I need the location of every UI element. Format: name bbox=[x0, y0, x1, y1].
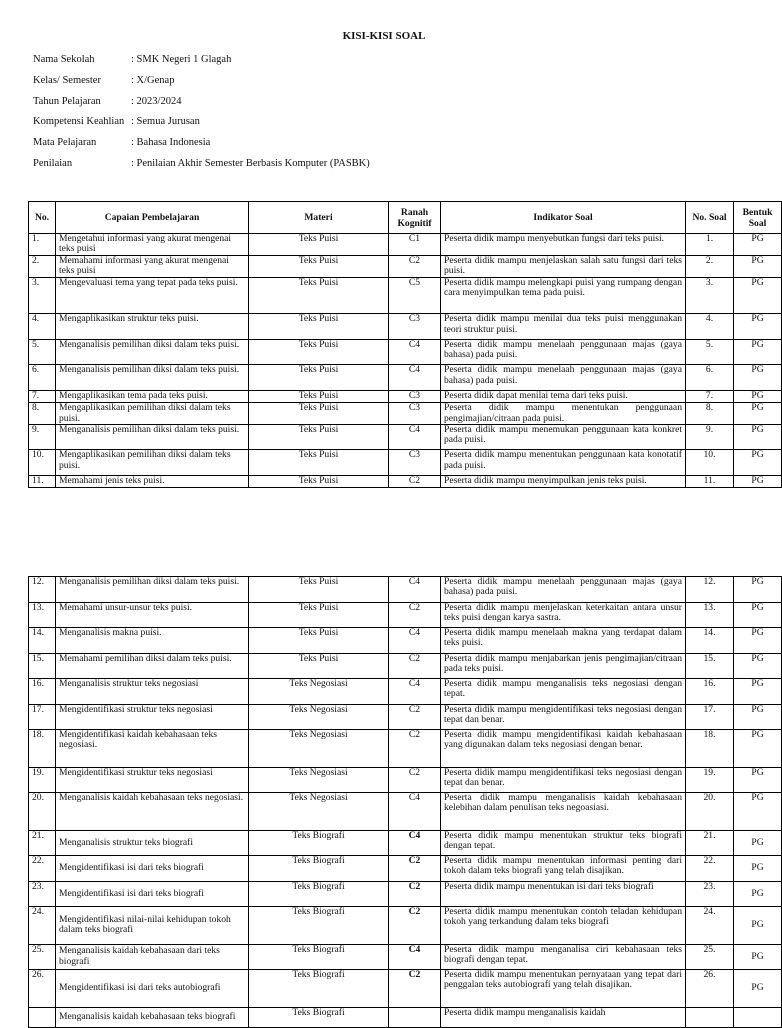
table-row bbox=[29, 907, 782, 945]
cell-ranah: C2 bbox=[389, 475, 441, 488]
table-row bbox=[29, 856, 782, 882]
kisi-kisi-table-page-1 bbox=[28, 201, 782, 488]
cell-ranah: C3 bbox=[389, 403, 441, 425]
cell-no: 13. bbox=[29, 602, 56, 628]
cell-no-soal: 18. bbox=[686, 730, 734, 768]
cell-no-soal: 24. bbox=[686, 907, 734, 945]
cell-indikator: Peserta didik mampu menelaah penggunaan majas (gaya bahasa) pada puisi. bbox=[441, 577, 686, 603]
cell-indikator: Peserta didik mampu menjelaskan salah satu fungsi dari teks puisi. bbox=[441, 255, 686, 277]
cell-ranah: C4 bbox=[389, 944, 441, 970]
cell-ranah: C1 bbox=[389, 234, 441, 256]
cell-indikator: Peserta didik mampu menelaah penggunaan majas (gaya bahasa) pada puisi. bbox=[441, 339, 686, 365]
cell-materi: Teks Biografi bbox=[249, 970, 389, 1008]
cell-indikator: Peserta didik mampu menentukan penggunaan pengimajian/citraan pada puisi. bbox=[441, 403, 686, 425]
cell-no-soal bbox=[686, 1007, 734, 1027]
cell-no-soal: 9. bbox=[686, 424, 734, 450]
cell-bentuk: PG bbox=[734, 881, 782, 907]
cell-no-soal: 12. bbox=[686, 577, 734, 603]
cell-no: 3. bbox=[29, 277, 56, 314]
cell-no-soal: 3. bbox=[686, 277, 734, 314]
cell-capaian: Menganalisis kaidah kebahasaan teks negosiasi. bbox=[56, 793, 249, 831]
meta-label: Nama Sekolah bbox=[33, 54, 95, 65]
cell-bentuk: PG bbox=[734, 475, 782, 488]
cell-materi: Teks Puisi bbox=[249, 577, 389, 603]
cell-no: 1. bbox=[29, 234, 56, 256]
cell-materi: Teks Biografi bbox=[249, 856, 389, 882]
cell-materi: Teks Negosiasi bbox=[249, 767, 389, 793]
cell-ranah: C4 bbox=[389, 424, 441, 450]
cell-bentuk: PG bbox=[734, 424, 782, 450]
cell-capaian: Menganalisis pemilihan diksi dalam teks puisi. bbox=[56, 339, 249, 365]
cell-capaian: Mengidentifikasi isi dari teks autobiografi bbox=[56, 970, 249, 1008]
table-row bbox=[29, 944, 782, 970]
cell-ranah: C3 bbox=[389, 314, 441, 340]
cell-materi: Teks Negosiasi bbox=[249, 730, 389, 768]
cell-no: 20. bbox=[29, 793, 56, 831]
document-title: KISI-KISI SOAL bbox=[342, 30, 426, 42]
cell-ranah: C3 bbox=[389, 390, 441, 403]
meta-value: : X/Genap bbox=[131, 74, 175, 86]
cell-materi: Teks Biografi bbox=[249, 907, 389, 945]
cell-materi: Teks Puisi bbox=[249, 653, 389, 679]
cell-indikator: Peserta didik mampu menganalisis teks negosiasi dengan tepat. bbox=[441, 679, 686, 705]
cell-no-soal: 15. bbox=[686, 653, 734, 679]
cell-materi: Teks Biografi bbox=[249, 1007, 389, 1027]
cell-no-soal: 6. bbox=[686, 365, 734, 391]
cell-no: 19. bbox=[29, 767, 56, 793]
cell-bentuk: PG bbox=[734, 970, 782, 1008]
cell-ranah: C3 bbox=[389, 450, 441, 476]
cell-ranah: C2 bbox=[389, 255, 441, 277]
cell-no: 6. bbox=[29, 365, 56, 391]
cell-ranah bbox=[389, 1007, 441, 1027]
cell-bentuk: PG bbox=[734, 403, 782, 425]
cell-no-soal: 11. bbox=[686, 475, 734, 488]
cell-bentuk: PG bbox=[734, 730, 782, 768]
cell-materi: Teks Puisi bbox=[249, 424, 389, 450]
cell-no-soal: 2. bbox=[686, 255, 734, 277]
cell-materi: Teks Puisi bbox=[249, 314, 389, 340]
cell-ranah: C4 bbox=[389, 577, 441, 603]
cell-capaian: Mengaplikasikan pemilihan diksi dalam teks puisi. bbox=[56, 450, 249, 476]
cell-indikator: Peserta didik mampu menentukan contoh teladan kehidupan tokoh yang terkandung dalam teks biografi bbox=[441, 907, 686, 945]
table-row bbox=[29, 1007, 782, 1027]
table-row bbox=[29, 450, 782, 476]
meta-row bbox=[33, 116, 370, 137]
cell-indikator: Peserta didik dapat menilai tema dari teks puisi. bbox=[441, 390, 686, 403]
cell-no-soal: 7. bbox=[686, 390, 734, 403]
table-row bbox=[29, 475, 782, 488]
meta-row bbox=[33, 96, 370, 117]
meta-row bbox=[33, 75, 370, 96]
cell-ranah: C2 bbox=[389, 767, 441, 793]
cell-ranah: C2 bbox=[389, 970, 441, 1008]
table-row bbox=[29, 365, 782, 391]
meta-row bbox=[33, 158, 370, 179]
cell-bentuk: PG bbox=[734, 365, 782, 391]
table-row bbox=[29, 679, 782, 705]
cell-bentuk: PG bbox=[734, 830, 782, 856]
cell-bentuk: PG bbox=[734, 944, 782, 970]
table-row bbox=[29, 577, 782, 603]
cell-no: 17. bbox=[29, 704, 56, 730]
table-row bbox=[29, 314, 782, 340]
cell-capaian: Menganalisis kaidah kebahasaan teks biografi bbox=[56, 1007, 249, 1027]
cell-no: 26. bbox=[29, 970, 56, 1008]
table-row bbox=[29, 628, 782, 654]
cell-indikator: Peserta didik mampu menganalisis kaidah bbox=[441, 1007, 686, 1027]
cell-materi: Teks Puisi bbox=[249, 365, 389, 391]
table-row bbox=[29, 403, 782, 425]
cell-capaian: Mengaplikasikan pemilihan diksi dalam teks puisi. bbox=[56, 403, 249, 425]
cell-capaian: Mengidentifikasi struktur teks negosiasi bbox=[56, 704, 249, 730]
cell-no: 24. bbox=[29, 907, 56, 945]
cell-no-soal: 16. bbox=[686, 679, 734, 705]
cell-ranah: C4 bbox=[389, 628, 441, 654]
cell-bentuk: PG bbox=[734, 704, 782, 730]
cell-materi: Teks Puisi bbox=[249, 390, 389, 403]
cell-indikator: Peserta didik mampu menelaah penggunaan majas (gaya bahasa) pada puisi. bbox=[441, 365, 686, 391]
cell-capaian: Menganalisis struktur teks negosiasi bbox=[56, 679, 249, 705]
cell-no: 8. bbox=[29, 403, 56, 425]
header-materi: Materi bbox=[249, 202, 389, 234]
meta-row bbox=[33, 137, 370, 158]
cell-indikator: Peserta didik mampu mengidentifikasi kaidah kebahasaan yang digunakan dalam teks negosiasi dengan benar. bbox=[441, 730, 686, 768]
cell-indikator: Peserta didik mampu mengidentifikasi teks negosiasi dengan tepat dan benar. bbox=[441, 704, 686, 730]
cell-capaian: Mengidentifikasi struktur teks negosiasi bbox=[56, 767, 249, 793]
meta-value: : Bahasa Indonesia bbox=[131, 137, 211, 149]
cell-materi: Teks Puisi bbox=[249, 234, 389, 256]
meta-value: : Penilaian Akhir Semester Berbasis Komputer (PASBK) bbox=[131, 157, 370, 169]
cell-capaian: Memahami informasi yang akurat mengenai teks puisi bbox=[56, 255, 249, 277]
cell-no: 23. bbox=[29, 881, 56, 907]
meta-label: Penilaian bbox=[33, 157, 73, 169]
cell-no-soal: 8. bbox=[686, 403, 734, 425]
cell-capaian: Mengidentifikasi isi dari teks biografi bbox=[56, 856, 249, 882]
cell-capaian: Mengevaluasi tema yang tepat pada teks puisi. bbox=[56, 277, 249, 314]
cell-indikator: Peserta didik mampu menelaah makna yang terdapat dalam teks puisi. bbox=[441, 628, 686, 654]
cell-ranah: C2 bbox=[389, 704, 441, 730]
cell-capaian: Mengaplikasikan struktur teks puisi. bbox=[56, 314, 249, 340]
meta-row bbox=[33, 54, 370, 75]
document-meta bbox=[33, 54, 370, 179]
table-row bbox=[29, 767, 782, 793]
cell-indikator: Peserta didik mampu menyebutkan fungsi dari teks puisi. bbox=[441, 234, 686, 256]
table-row bbox=[29, 602, 782, 628]
cell-no-soal: 22. bbox=[686, 856, 734, 882]
cell-bentuk: PG bbox=[734, 793, 782, 831]
table-row bbox=[29, 793, 782, 831]
cell-no-soal: 1. bbox=[686, 234, 734, 256]
table-row bbox=[29, 653, 782, 679]
cell-indikator: Peserta didik mampu menentukan informasi penting dari tokoh dalam teks biografi yang telah disajikan. bbox=[441, 856, 686, 882]
cell-materi: Teks Puisi bbox=[249, 339, 389, 365]
cell-no: 25. bbox=[29, 944, 56, 970]
cell-capaian: Menganalisis pemilihan diksi dalam teks puisi. bbox=[56, 424, 249, 450]
cell-materi: Teks Puisi bbox=[249, 475, 389, 488]
header-capaian-pembelajaran: Capaian Pembelajaran bbox=[56, 202, 249, 234]
table-row bbox=[29, 339, 782, 365]
cell-bentuk: PG bbox=[734, 314, 782, 340]
cell-no: 4. bbox=[29, 314, 56, 340]
cell-indikator: Peserta didik mampu melengkapi puisi yang rumpang dengan cara menyimpulkan tema pada puisi. bbox=[441, 277, 686, 314]
cell-capaian: Menganalisis pemilihan diksi dalam teks puisi. bbox=[56, 365, 249, 391]
cell-ranah: C2 bbox=[389, 653, 441, 679]
cell-materi: Teks Biografi bbox=[249, 830, 389, 856]
cell-indikator: Peserta didik mampu menjelaskan keterkaitan antara unsur teks puisi dengan karya sastra. bbox=[441, 602, 686, 628]
cell-no-soal: 17. bbox=[686, 704, 734, 730]
cell-no: 15. bbox=[29, 653, 56, 679]
header-bentuk-soal: Bentuk Soal bbox=[734, 202, 782, 234]
cell-materi: Teks Puisi bbox=[249, 602, 389, 628]
cell-ranah: C5 bbox=[389, 277, 441, 314]
meta-value: : SMK Negeri 1 Glagah bbox=[131, 54, 232, 65]
cell-no-soal: 21. bbox=[686, 830, 734, 856]
cell-no: 14. bbox=[29, 628, 56, 654]
cell-no-soal: 19. bbox=[686, 767, 734, 793]
cell-bentuk: PG bbox=[734, 602, 782, 628]
table-row bbox=[29, 730, 782, 768]
cell-indikator: Peserta didik mampu menyimpulkan jenis teks puisi. bbox=[441, 475, 686, 488]
cell-no: 12. bbox=[29, 577, 56, 603]
cell-materi: Teks Puisi bbox=[249, 277, 389, 314]
cell-indikator: Peserta didik mampu menentukan penggunaan kata konotatif pada puisi. bbox=[441, 450, 686, 476]
cell-no bbox=[29, 1007, 56, 1027]
cell-no: 21. bbox=[29, 830, 56, 856]
header-indikator-soal: Indikator Soal bbox=[441, 202, 686, 234]
table-row bbox=[29, 277, 782, 314]
cell-ranah: C2 bbox=[389, 907, 441, 945]
cell-capaian: Memahami unsur-unsur teks puisi. bbox=[56, 602, 249, 628]
cell-bentuk: PG bbox=[734, 234, 782, 256]
cell-materi: Teks Puisi bbox=[249, 255, 389, 277]
header-no: No. bbox=[29, 202, 56, 234]
cell-ranah: C2 bbox=[389, 856, 441, 882]
cell-no-soal: 23. bbox=[686, 881, 734, 907]
meta-value: : 2023/2024 bbox=[131, 95, 182, 107]
table-row bbox=[29, 830, 782, 856]
cell-ranah: C2 bbox=[389, 881, 441, 907]
cell-ranah: C2 bbox=[389, 730, 441, 768]
cell-capaian: Menganalisis makna puisi. bbox=[56, 628, 249, 654]
table-row bbox=[29, 234, 782, 256]
cell-ranah: C4 bbox=[389, 793, 441, 831]
cell-bentuk: PG bbox=[734, 907, 782, 945]
cell-materi: Teks Negosiasi bbox=[249, 704, 389, 730]
cell-no: 22. bbox=[29, 856, 56, 882]
cell-no: 2. bbox=[29, 255, 56, 277]
cell-bentuk: PG bbox=[734, 856, 782, 882]
meta-label: Tahun Pelajaran bbox=[33, 95, 101, 107]
cell-no: 7. bbox=[29, 390, 56, 403]
cell-ranah: C4 bbox=[389, 679, 441, 705]
table-header-row bbox=[29, 202, 782, 234]
cell-indikator: Peserta didik mampu menentukan pernyataan yang tepat dari penggalan teks autobiografi yang telah disajikan. bbox=[441, 970, 686, 1008]
cell-materi: Teks Biografi bbox=[249, 881, 389, 907]
cell-bentuk: PG bbox=[734, 339, 782, 365]
cell-capaian: Menganalisis kaidah kebahasaan dari teks biografi bbox=[56, 944, 249, 970]
table-row bbox=[29, 424, 782, 450]
cell-bentuk: PG bbox=[734, 390, 782, 403]
cell-bentuk: PG bbox=[734, 277, 782, 314]
cell-no-soal: 4. bbox=[686, 314, 734, 340]
table-row bbox=[29, 970, 782, 1008]
cell-no: 18. bbox=[29, 730, 56, 768]
cell-no: 5. bbox=[29, 339, 56, 365]
cell-bentuk: PG bbox=[734, 679, 782, 705]
table-row bbox=[29, 255, 782, 277]
cell-ranah: C2 bbox=[389, 602, 441, 628]
cell-materi: Teks Negosiasi bbox=[249, 793, 389, 831]
cell-capaian: Memahami jenis teks puisi. bbox=[56, 475, 249, 488]
cell-bentuk: PG bbox=[734, 767, 782, 793]
cell-materi: Teks Puisi bbox=[249, 628, 389, 654]
cell-capaian: Menganalisis pemilihan diksi dalam teks puisi. bbox=[56, 577, 249, 603]
kisi-kisi-table-page-2 bbox=[28, 576, 782, 1028]
cell-materi: Teks Puisi bbox=[249, 450, 389, 476]
cell-capaian: Mengidentifikasi isi dari teks biografi bbox=[56, 881, 249, 907]
cell-no: 16. bbox=[29, 679, 56, 705]
cell-no-soal: 5. bbox=[686, 339, 734, 365]
cell-ranah: C4 bbox=[389, 339, 441, 365]
cell-indikator: Peserta didik mampu mengidentifikasi teks negosiasi dengan tepat dan benar. bbox=[441, 767, 686, 793]
cell-ranah: C4 bbox=[389, 365, 441, 391]
cell-indikator: Peserta didik mampu menemukan penggunaan kata konkret pada puisi. bbox=[441, 424, 686, 450]
cell-indikator: Peserta didik mampu menganalisis kaidah kebahasaan kelebihan dalam penulisan teks negoasiasi. bbox=[441, 793, 686, 831]
cell-no: 9. bbox=[29, 424, 56, 450]
cell-indikator: Peserta didik mampu menganalisa ciri kebahasaan teks biografi dengan tepat. bbox=[441, 944, 686, 970]
header-no-soal: No. Soal bbox=[686, 202, 734, 234]
table-row bbox=[29, 704, 782, 730]
header-ranah-kognitif: Ranah Kognitif bbox=[389, 202, 441, 234]
cell-capaian: Mengidentifikasi nilai-nilai kehidupan tokoh dalam teks biografi bbox=[56, 907, 249, 945]
cell-no: 10. bbox=[29, 450, 56, 476]
cell-indikator: Peserta didik mampu menentukan isi dari teks biografi bbox=[441, 881, 686, 907]
cell-indikator: Peserta didik mampu menjabarkan jenis pengimajian/citraan pada teks puisi. bbox=[441, 653, 686, 679]
meta-label: Mata Pelajaran bbox=[33, 137, 97, 149]
cell-no-soal: 10. bbox=[686, 450, 734, 476]
cell-bentuk bbox=[734, 1007, 782, 1027]
meta-label: Kelas/ Semester bbox=[33, 74, 101, 86]
cell-no-soal: 26. bbox=[686, 970, 734, 1008]
cell-capaian: Mengaplikasikan tema pada teks puisi. bbox=[56, 390, 249, 403]
cell-no-soal: 20. bbox=[686, 793, 734, 831]
cell-bentuk: PG bbox=[734, 628, 782, 654]
cell-no-soal: 25. bbox=[686, 944, 734, 970]
meta-value: : Semua Jurusan bbox=[131, 116, 200, 128]
cell-no-soal: 13. bbox=[686, 602, 734, 628]
cell-bentuk: PG bbox=[734, 255, 782, 277]
cell-bentuk: PG bbox=[734, 653, 782, 679]
cell-no-soal: 14. bbox=[686, 628, 734, 654]
cell-capaian: Memahami pemilihan diksi dalam teks puisi. bbox=[56, 653, 249, 679]
cell-no: 11. bbox=[29, 475, 56, 488]
cell-indikator: Peserta didik mampu menilai dua teks puisi menggunakan teori struktur puisi. bbox=[441, 314, 686, 340]
cell-bentuk: PG bbox=[734, 577, 782, 603]
table-row bbox=[29, 881, 782, 907]
cell-ranah: C4 bbox=[389, 830, 441, 856]
cell-capaian: Mengetahui informasi yang akurat mengenai teks puisi bbox=[56, 234, 249, 256]
table-row bbox=[29, 390, 782, 403]
meta-label: Kompetensi Keahlian bbox=[33, 116, 125, 128]
cell-capaian: Menganalisis struktur teks biografi bbox=[56, 830, 249, 856]
cell-indikator: Peserta didik mampu menentukan struktur teks biografi dengan tepat. bbox=[441, 830, 686, 856]
cell-materi: Teks Puisi bbox=[249, 403, 389, 425]
cell-materi: Teks Negosiasi bbox=[249, 679, 389, 705]
cell-bentuk: PG bbox=[734, 450, 782, 476]
cell-materi: Teks Biografi bbox=[249, 944, 389, 970]
cell-capaian: Mengidentifikasi kaidah kebahasaan teks negosiasi. bbox=[56, 730, 249, 768]
